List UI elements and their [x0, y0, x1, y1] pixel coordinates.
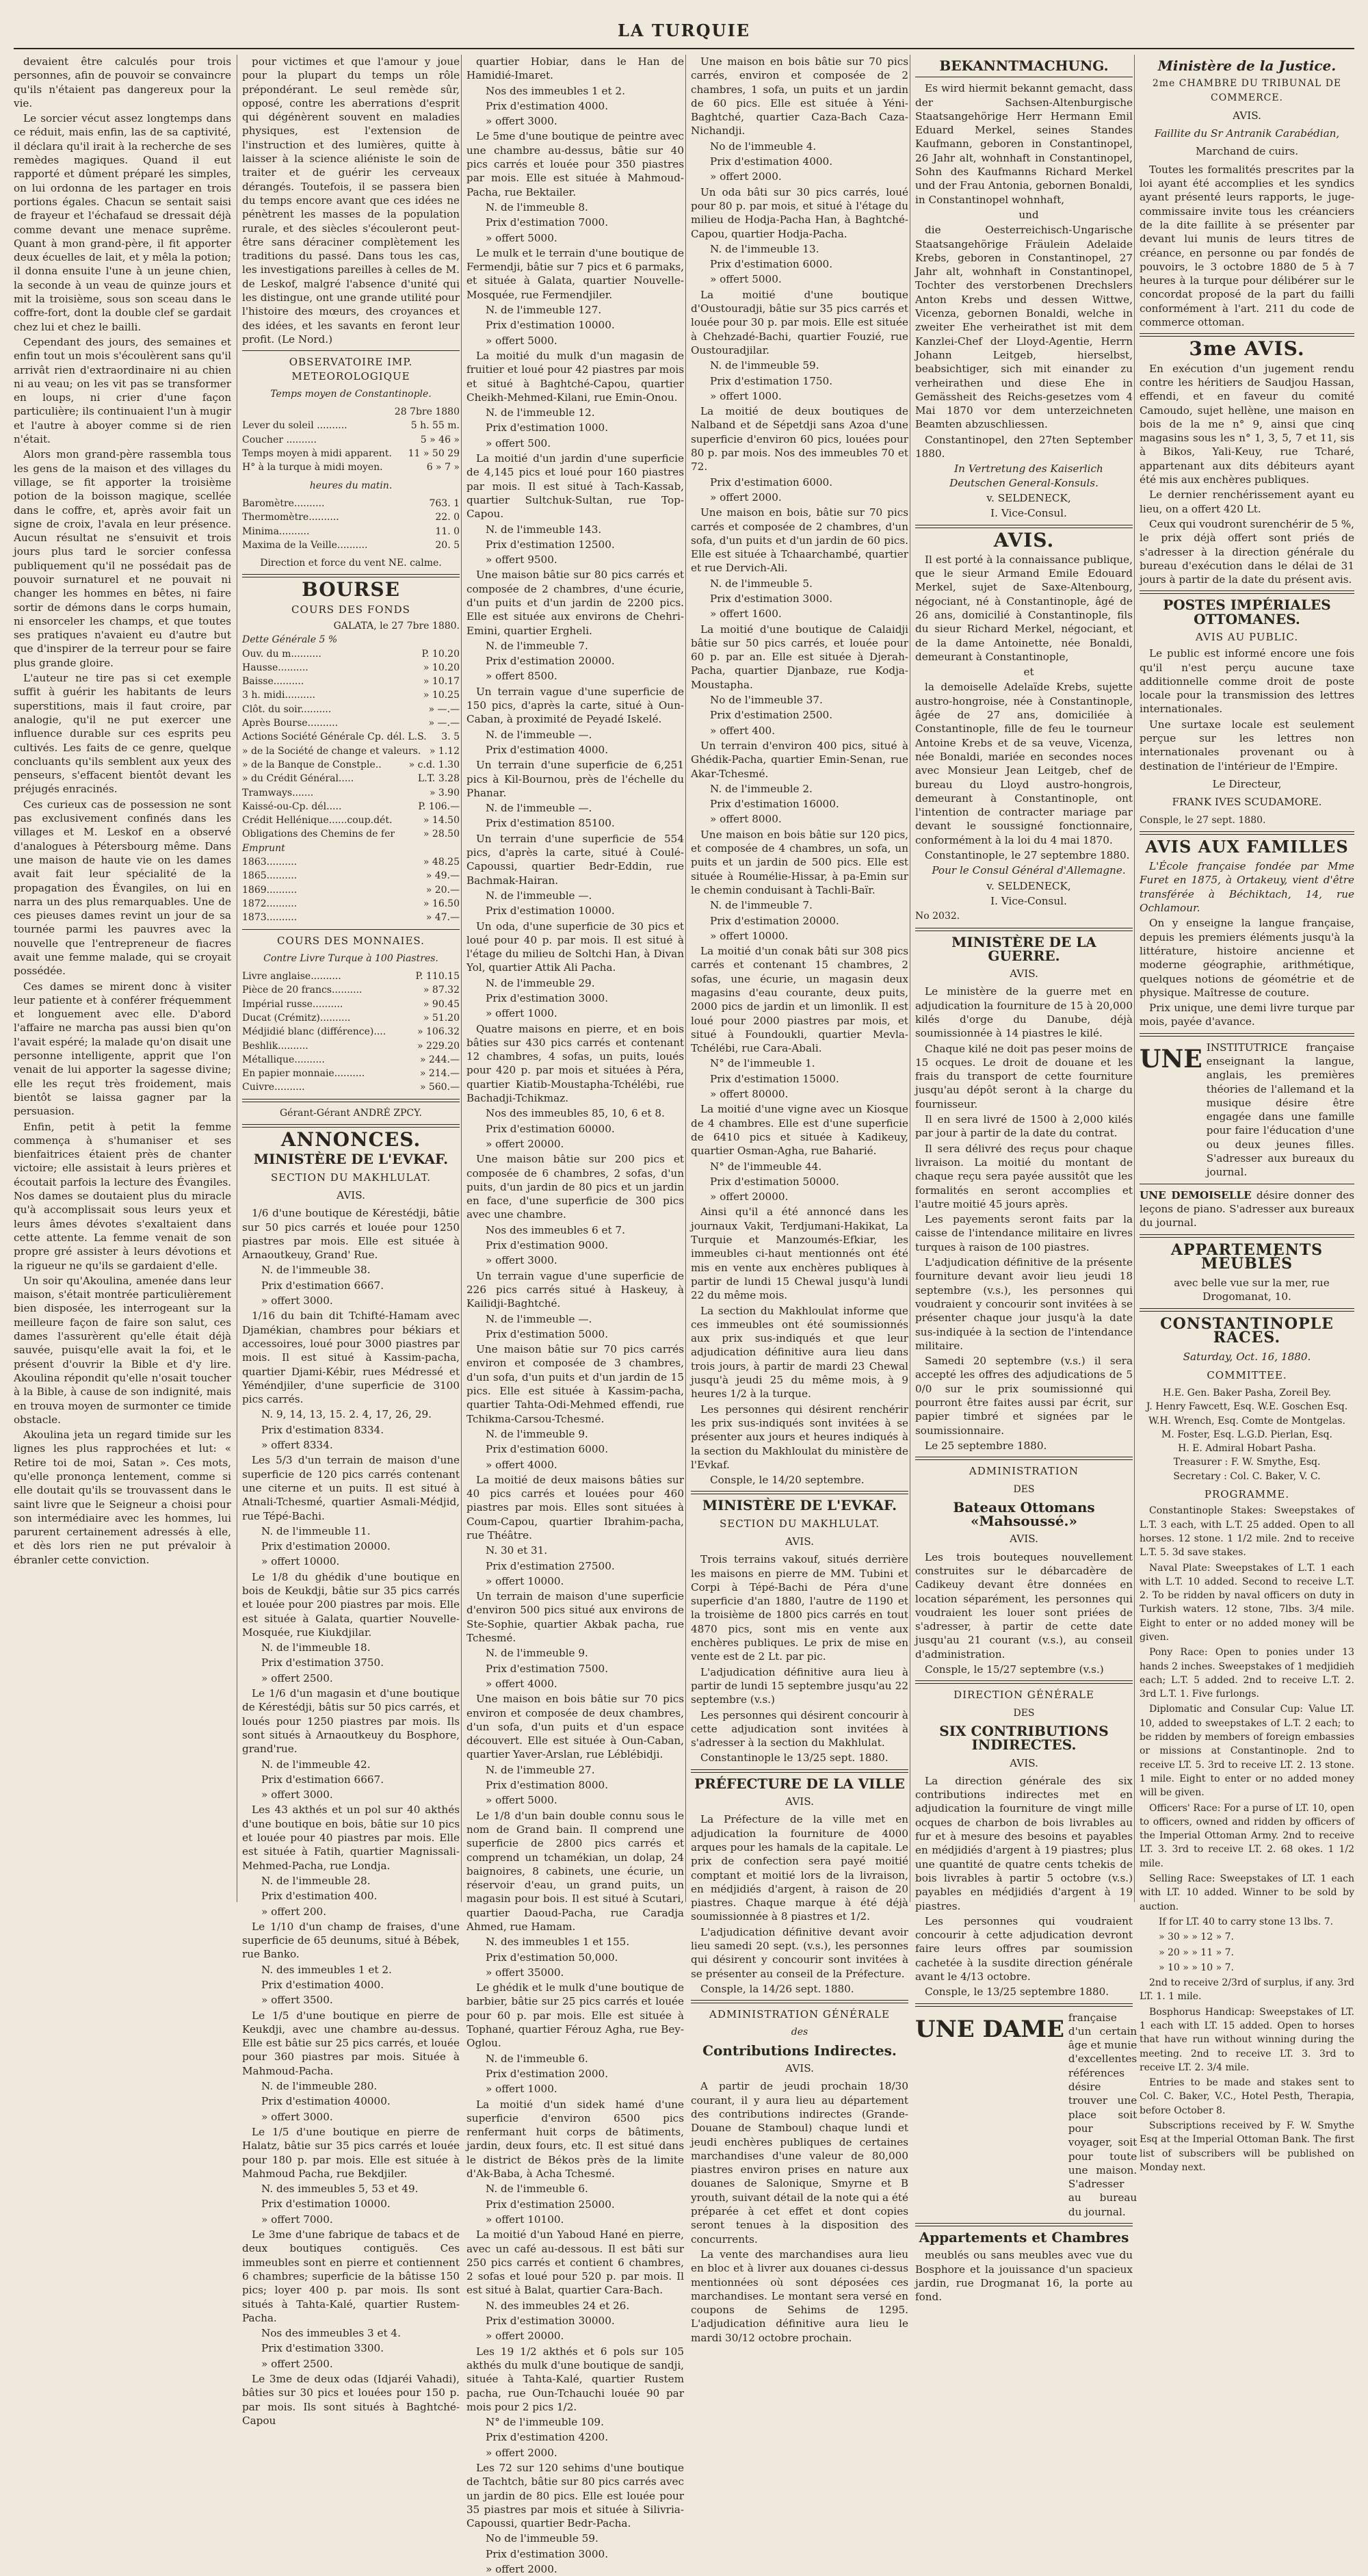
notice-line: 1/16 du bain dit Tchifté-Hamam avec Djamékian, chambres pour békiars et accessoires, loué pour 3000 piastres par mois. Il est situé à Kassim-pacha, quartier Djami-Kébir, rues Médressé et Yéméndjiler, d'une superficie de 3100 pics carrés. — [242, 1310, 460, 1406]
bourse-subtitle: COURS DES FONDS — [291, 603, 410, 616]
notice-line: Le 5me d'une boutique de peintre avec une chambre au-dessus, bâtie sur 40 pics carrés et louée pour 350 piastres par mois. Elle est située à Mahmoud-Pacha, rue Bektailer. — [466, 130, 684, 198]
notice-line: No de l'immeuble 4. — [710, 140, 817, 153]
notice-line: N. des immeubles 24 et 26. — [486, 2299, 630, 2312]
col2-items — [242, 1206, 460, 2428]
notice-line: » 20 » » 11 » 7. — [1159, 1947, 1234, 1958]
notice-line: N. de l'immeuble 143. — [486, 523, 602, 536]
notice-line: Prix d'estimation 1750. — [710, 374, 833, 387]
notice-line: N. de l'immeuble 28. — [261, 1874, 371, 1887]
notice-line: » offert 9500. — [486, 554, 557, 567]
notice-line: N. de l'immeuble 29. — [486, 976, 595, 989]
notice-line: Bosphorus Handicap: Sweepstakes of LT. 1 each with LT. 15 added. Open to horses that have run without winning during the meeting. 2nd to receive LT. 3. 3rd to receive LT. 2. 3/4 mile. — [1140, 2006, 1354, 2073]
notice-line: N. 9, 14, 13, 15. 2. 4, 17, 26, 29. — [261, 1408, 432, 1421]
notice-line: Naval Plate: Sweepstakes of L.T. 1 each with L.T. 10 added. Second to receive L.T. 2. To be ridden by naval officers on duty in Turkish waters. 12 stone, 7lbs. 3/4 mile. Eight to enter or no added money will be given. — [1140, 1562, 1354, 1643]
notice-line: La moitié d'une boutique d'Oustouradji, bâtie sur 35 pics carrés et louée pour 30 p. par mois. Elle est située à Chehzadé-Bachi, quartier Fouzié, rue Oustouradjilar. — [691, 288, 908, 356]
notice-line: » offert 5000. — [486, 334, 557, 347]
notice-line: No de l'immeuble 37. — [710, 694, 823, 707]
notice-line: N. de l'immeuble 280. — [261, 2080, 378, 2093]
notice-line: » offert 35000. — [486, 1966, 564, 1979]
notice-line: » offert 2500. — [261, 2357, 333, 2370]
notice-line: » offert 8334. — [261, 1439, 333, 1452]
notice-line: » offert 8500. — [486, 670, 557, 683]
notice-line: » offert 2000. — [710, 491, 782, 504]
notice-line: 1/6 d'une boutique de Kérestédji, bâtie sur 50 pics carrés et louée pour 1250 piastres par mois. Elle est située à Arnaoutkeuy, Grand' Rue. — [242, 1207, 460, 1262]
notice-line: La moitié du mulk d'un magasin de fruitier et loué pour 42 piastres par mois et situé à Baghtché-Capou, quartier Cheikh-Mehmed-Kilani, rue Emin-Onou. — [466, 349, 684, 404]
notice-line: Prix d'estimation 40000. — [261, 2095, 391, 2108]
notice-line: N. de l'immeuble 18. — [261, 1641, 371, 1654]
notice-line: » 10 » » 10 » 7. — [1159, 1962, 1234, 1973]
notice-line: » offert 5000. — [710, 273, 782, 286]
notice-line: Diplomatic and Consular Cup: Value LT. 10, added to sweepstakes of L.T. 2 each; to be ridden by members of foreign embassies or missions at Constantinople. 2nd to receive LT. 5. 3rd to receive LT. 2. 13 stone. 1 mile. Eight to enter or no added money will be given. — [1140, 1704, 1354, 1799]
notice-line: Prix d'estimation 20000. — [486, 655, 615, 668]
notice-line: Prix d'estimation 2500. — [710, 709, 833, 722]
notice-line: Nos des immeubles 3 et 4. — [261, 2327, 401, 2340]
obs-rows: Lever du soleil .......... 5 h. 55 m. Coucher .......... 5 » 46 » Temps moyen à midi apparent. 11 » 50 29 H° à la turque à midi moyen. 6 » 7 » heures du matin. Baromètre.......... 763. 1 Thermomètre.......... 22. 0 Minima.......... 11. 0 Maxima de la Veille.......... 20. 5 Direction et force du vent NE. calme. — [242, 420, 460, 569]
notice-line: Prix d'estimation 12500. — [486, 538, 615, 551]
notice-line: N. de l'immeuble 38. — [261, 1264, 371, 1277]
notice-line: » offert 80000. — [710, 1088, 789, 1101]
notice-line: Prix d'estimation 7500. — [486, 1662, 609, 1675]
notice-line: Prix d'estimation 2000. — [486, 2067, 609, 2080]
notice-line: » offert 3000. — [261, 1788, 333, 1801]
notice-line: » offert 8000. — [710, 813, 782, 826]
notice-line: » offert 20000. — [486, 1137, 564, 1150]
notice-line: N. des immeubles 5, 53 et 49. — [261, 2183, 419, 2196]
notice-line: Constantinople Stakes: Sweepstakes of L.T. 3 each, with L.T. 25 added. Open to all horses. 12 stone. 1 1/2 mile. 2nd to receive L.T. 5. 3d save stakes. — [1140, 1505, 1354, 1559]
notice-line: Prix d'estimation 6000. — [486, 1443, 609, 1456]
notice-line: Le ghédik et le mulk d'une boutique de barbier, bâtie sur 25 pics carrés et louée pour 60 p. par mois. Elle est située à Tophané, quartier Férouz Agha, rue Bey-Oglou. — [466, 1981, 684, 2050]
notice-line: Une maison bâtie sur 200 pics et composée de 6 chambres, 2 sofas, d'un puits, d'un jardin de 80 pics et un jardin en face, d'une superficie de 300 pics avec une chambre. — [466, 1153, 684, 1221]
observatoire-date: 28 7bre 1880 — [394, 406, 460, 418]
notice-line: Prix d'estimation 15000. — [710, 1072, 839, 1085]
notice-line: Prix d'estimation 3750. — [261, 1656, 384, 1669]
notice-line: N° de l'immeuble 44. — [710, 1160, 822, 1173]
column-6: Ministère de la Justice. 2me CHAMBRE DU TRIBUNAL DE COMMERCE. AVIS. Faillite du Sr Antranik Carabédian, Marchand de cuirs. Toutes les formalités prescrites par la loi ayant été accomplies et les syndics ayant présenté leurs rapports, le juge-commissaire invite tous les créanciers de la dite faillite à se présenter par devant lui munis de leurs titres de créance, en personne ou par fondés de pouvoirs, le 3 octobre 1880 de 5 à 7 heures à la turque pour délibérer sur le concordat proposé de la part du failli conformément à l'art. 211 du code de commerce ottoman. 3me AVIS. En exécution d'un jugement rendu contre les héritiers de Saudjou Hassan, effendi, et en faveur du comité Camoudo, sujet hellène, une maison en bois de la me n° 9, ainsi que cinq magasins sous les n° 1, 3, 5, 7 et 11, sis à Bikos, Yali-Keuy, rue Tcharé, appartenant aux dits débiteurs ayant été mis aux enchères publiques. Le dernier renchérissement ayant eu lieu, on a offert 420 Lt. Ceux qui voudront surenchérir de 5 %, le prix déjà offert sont priés de s'adresser à la direction générale du bureau d'exécution dans le délai de 31 jours à partir de la date du présent avis. POSTES IMPÉRIALES OTTOMANES. AVIS AU PUBLIC. Le public est informé encore une fois qu'il n'est perçu aucune taxe additionnelle comme droit de poste locale pour la transmission des lettres internationales. Une surtaxe locale est seulement perçue sur les lettres non internationales provenant ou à destination de l'intérieur de l'Empire. Le Directeur, FRANK IVES SCUDAMORE. Consple, le 27 sept. 1880. AVIS AUX FAMILLES L'École française fondée par Mme Furet en 1875, à Ortakeuy, vient d'être transférée à Béchiktach, 14, rue Ochlamour. On y enseigne la langue française, depuis les premiers éléments jusqu'à la littérature, histoire ancienne et moderne géographie, arithmétique, quelques notions de géométrie et de physique. Maîtresse de couture. Prix unique, une demi livre turque par mois, payée d'avance. UNE INSTITUTRICE française enseignant la langue, anglais, les premières théories de l'allemand et la musique désire être engagée dans une famille pour faire l'éducation d'une ou deux jeunes filles. S'adresser aux bureaux du journal. UNE DEMOISELLE désire donner des leçons de piano. S'adresser aux bureaux du journal. APPARTEMENTS MEUBLÉS avec belle vue sur la mer, rue Drogomanat, 10. CONSTANTINOPLE RACES. Saturday, Oct. 16, 1880. COMMITTEE. H.E. Gen. Baker Pasha, Zoreil Bey. J. Henry Fawcett, Esq. W.E. Goschen Esq. W.H. Wrench, Esq. Comte de Montgelas. M. Foster, Esq. L.G.D. Pierlan, Esq. H. E. Admiral Hobart Pasha. Treasurer : F. W. Smythe, Esq. Secretary : Col. C. Baker, V. C. PROGRAMME. Constantinople Stakes: Sweepstakes of L.T. 3 each, with L.T. 25 added. Open to all horses. 12 stone. 1 1/2 mile. 2nd to receive L.T. 5. 3d save stakes. Naval Plate: Sweepstakes of L.T. 1 each with L.T. 10 added. Second to receive L.T. 2. To be ridden by naval officers on duty in Turkish waters. 12 stone, 7lbs. 3/4 mile. Eight to enter or no added money will be given. Pony Race: Open to ponies under 13 hands 2 inches. Sweepstakes of 1 medjidieh each; L.T. 5 added. 2nd to receive L.T. 2. 3rd L.T. 1. Five furlongs. Diplomatic and Consular Cup: Value LT. 10, added to sweepstakes of L.T. 2 each; to be ridden by members of foreign embassies or missions at Constantinople. 2nd to receive LT. 5. 3rd to receive LT. 2. 13 stone. 1 mile. Eight to enter or no added money will be given. Officers' Race: For a purse of LT. 10, open to officers, owned and ridden by officers of the Imperial Ottoman Army. 2nd to receive LT. 3. 3rd to receive LT. 2. 68 okes. 1 1/2 mile. Selling Race: Sweepstakes of LT. 1 each with LT. 10 added. Winner to be sold by auction. If for LT. 40 to carry stone 13 lbs. 7. » 30 » » 12 » 7. » 20 » » 11 » 7. » 10 » » 10 » 7. 2nd to receive 2/3rd of surplus, if any. 3rd LT. 1. 1 mile. Bosphorus Handicap: Sweepstakes of LT. 1 each with LT. 15 added. Open to horses that have run without winning during the meeting. 2nd to receive LT. 3. 3rd to receive LT. 2. 3/4 mile. Entries to be made and stakes sent to Col. C. Baker, V.C., Hotel Pesth, Therapia, before October 8. Subscriptions received by F. W. Smythe Esq at the Imperial Ottoman Bank. The first list of subscribers will be published on Monday next. — [1140, 55, 1354, 1902]
notice-line: Prix d'estimation 60000. — [486, 1122, 615, 1135]
column-5: BEKANNTMACHUNG. Es wird hiermit bekannt gemacht, dass der Sachsen-Altenburgische Staatsangehörige Herr Hermann Emil Eduard Merkel, seines Standes Kaufmann, geboren in Constantinopel, 26 Jahr alt, wohnhaft in Constantinopel, Sohn des Kaufmanns Richard Merkel und der Frau Antonia, gebornen Bonaldi, in Constantinopel wohnhaft, und die Oesterreichisch-Ungarische Staatsangehörige Fräulein Adelaide Krebs, geboren in Constantinopel, 27 Jahr alt, wohnhaft in Constantinopel, Tochter des verstorbenen Drechslers Anton Krebs und dessen Wittwe, Vicenza, gebornen Bonaldi, welche in zweiter Ehe verheirathet ist mit dem Kanzlei-Chef der Lloyd-Agentie, Herrn Johann Leitgeb, hierselbst, beabsichtiger, sich mit einander zu verheirathen und diese Ehe in Gemässheit des Reichs-gesetzes vom 4 Mai 1870 vor dem unterzeichneten Beamten abzuschliessen. Constantinopel, den 27ten September 1880. In Vertretung des Kaiserlich Deutschen General-Konsuls. v. SELDENECK, I. Vice-Consul. AVIS. Il est porté à la connaissance publique, que le sieur Armand Emile Edouard Merkel, sujet de Saxe-Altenbourg, négociant, né à Constantinople, âgé de 26 ans, domicilié à Constantinople, fils du sieur Richard Merkel, négociant, et de la dame Antoinette, née Bonaldi, demeurant à Constantinople, et la demoiselle Adelaïde Krebs, sujette austro-hongroise, née à Constantinople, âgée de 27 ans, domiciliée à Constantinople, fille de feu le tourneur Antoine Krebs et de sa veuve, Vicenza, née Bonaldi, mariée en secondes noces avec Monsieur Jean Leitgeb, chef de bureau du Lloyd austro-hongrois, demeurant à Constantinople, ont l'intention de contracter mariage par devant le soussigné fonctionnaire, conformément à la loi du 4 mai 1870. Constantinople, le 27 septembre 1880. Pour le Consul Général d'Allemagne. v. SELDENECK, I. Vice-Consul. No 2032. MINISTÈRE DE LA GUERRE. AVIS. Le ministère de la guerre met en adjudication la fourniture de 15 à 20,000 kilés d'orge du Danube, déjà soumissionnée à 14 piastres le kilé. Chaque kilé ne doit pas peser moins de 15 ocques. Le droit de douane et les frais du transport de cette fourniture jusqu'au dépôt seront à la charge du fournisseur. Il en sera livré de 1500 à 2,000 kilés par jour à partir de la date du contrat. Il sera délivré des reçus pour chaque livraison. La moitié du montant de chaque reçu sera payée aussitôt que les formalités en seront accomplies et l'autre moitié 45 jours après. Les payements seront faits par la caisse de l'intendance militaire en livres turques à raison de 100 piastres. L'adjudication définitive de la présente fourniture devant avoir lieu jeudi 18 septembre (v.s.), les personnes qui voudraient y concourir sont invitées à se présenter chaque jour jusqu'à la date sus-indiquée à la section de l'intendance militaire. Samedi 20 septembre (v.s.) il sera accepté les offres des adjudications de 5 0/0 sur le prix soumissionné qui pourront être faites aussi par écrit, sur papier timbré et signées par le soumissionnaire. Le 25 septembre 1880. ADMINISTRATION DES Bateaux Ottomans «Mahsoussé.» AVIS. Les trois bouteques nouvellement construites sur le débarcadère de Cadikeuy devant être données en location séparément, les personnes qui voudraient les louer sont priées de s'adresser, à partir de cette date jusqu'au 21 courant (v.s.), au conseil d'administration. Consple, le 15/27 septembre (v.s.) DIRECTION GÉNÉRALE DES SIX CONTRIBUTIONS INDIRECTES. AVIS. La direction générale des six contributions indirectes met en adjudication la fourniture de vingt mille ocques de charbon de bois livrables au fur et à mesure des besoins et payables en médjidiés d'argent à 19 piastres; plus une quantité de quatre cents tchekis de bois livrables à partir 5 octobre (v.s.) payables en médjidiés d'argent à 19 piastres. Les personnes qui voudraient concourir à cette adjudication devront faire leurs offres par soumission cachetée à la susdite direction générale avant le 4/13 octobre. Consple, le 13/25 septembre 1880. UNE DAME française d'un certain âge et munie d'excellentes références désire trouver une place soit pour voyager, soit pour toute une maison. S'adresser au bureau du journal. Appartements et Chambres meublés ou sans meubles avec vue du Bosphore et la jouissance d'un spacieux jardin, rue Drogmanat 16, la porte au fond. — [915, 57, 1137, 2304]
notice-line: N. de l'immeuble 13. — [710, 242, 819, 255]
institutrice-ad: UNE INSTITUTRICE française enseignant la langue, anglais, les premières théories de l'allemand et la musique désire être engagée dans une famille pour faire l'éducation d'une ou deux jeunes filles. S'adresser aux bureaux du journal. — [1140, 1041, 1354, 1179]
notice-line: Un terrain vague d'une superficie de 226 pics carrés situé à Haskeuy, à Kailidji-Baghtché. — [466, 1269, 684, 1310]
article-paragraph: pour victimes et que l'amour y joue pour la plupart du temps un rôle prépondérant. Le seul remède sûr, opposé, contre les aberrations d'esprit qui dégénèrent souvent en maladies physiques, est l'extension de l'instruction et des lumières, quitte à laisser à la science aliéniste le soin de traiter et de guérir les cerveaux dérangés. Toutefois, il se passera bien du temps encore avant que ces idées ne pénètrent les masses de la population rurale, et des siècles s'écouleront peut-être sans déraciner complètement les traditions du passé. Dans tous les cas, les investigations pareilles à celles de M. de Leskof, malgré l'absence d'unité qui les distingue, ont une grande utilité pour l'histoire des mœurs, des croyances et des idées, et les savants en feront leur profit. (Le Nord.) — [242, 55, 460, 346]
notice-line: » offert 2000. — [486, 2563, 557, 2576]
notice-line: Pony Race: Open to ponies under 13 hands 2 inches. Sweepstakes of 1 medjidieh each; L.T. 5 added. 2nd to receive L.T. 2. 3rd L.T. 1. Five furlongs. — [1140, 1647, 1354, 1700]
notice-line: » offert 10000. — [486, 1574, 564, 1587]
notice-line: Un terrain d'une superficie de 6,251 pics à Kil-Bournou, près de l'échelle du Phanar. — [466, 759, 684, 799]
notice-line: La moitié d'un sidek hamé d'une superficie d'environ 6500 pics renfermant huit corps de bâtiments, jardin, deux fours, etc. Il est situé dans le district de Békos près de la limite d'Ak-Baba, à Acha Tchesmé. — [466, 2098, 684, 2181]
columns — [14, 55, 1354, 2576]
notice-line: Prix d'estimation 10000. — [486, 905, 615, 918]
notice-line: Prix d'estimation 85100. — [486, 817, 615, 830]
notice-line: N. de l'immeuble —. — [486, 1312, 592, 1325]
column-1 — [14, 55, 231, 1902]
notice-line: » 30 » » 12 » 7. — [1159, 1931, 1234, 1943]
notice-line: » offert 20000. — [486, 2330, 564, 2343]
notice-line: Selling Race: Sweepstakes of LT. 1 each with LT. 10 added. Winner to be sold by auction. — [1140, 1873, 1354, 1912]
article-paragraph: Cependant des jours, des semaines et enfin tout un mois s'écoulèrent sans qu'il arrivât rien d'extraordinaire ni au chien ni au veau; on les vit pas se transformer en loups, ni crier d'une façon particulière; ils continuaient l'un à mugir et l'autre à aboyer comme si de rien n'était. — [14, 335, 231, 446]
notice-line: N. de l'immeuble 42. — [261, 1758, 371, 1771]
notice-line: Prix d'estimation 3300. — [261, 2342, 384, 2355]
notice-line: Prix d'estimation 5000. — [486, 1327, 609, 1340]
notice-line: Prix d'estimation 10000. — [261, 2198, 391, 2211]
notice-line: Prix d'estimation 25000. — [486, 2198, 615, 2211]
notice-line: La section du Makhloulat informe que ces immeubles ont été soumissionnés aux prix sus-indiqués et que leur adjudication définitive aura lieu dans trois jours, à partir de mardi 23 Chewal jusqu'à jeudi 25 du même mois, à 9 heures 1/2 à la turque. — [691, 1304, 908, 1401]
col1-paras — [14, 55, 231, 1567]
notice-line: Les 5/3 d'un terrain de maison d'une superficie de 120 pics carrés contenant une citerne et un puits. Il est situé à Atnali-Tchesmé, quartier Asmali-Médjid, rue Tépé-Bachi. — [242, 1454, 460, 1522]
notice-line: » offert 2000. — [486, 2446, 557, 2459]
notice-line: La moitié d'une boutique de Calaidji bâtie sur 50 pics carrés, et louée pour 60 p. par an. Elle est située à Djerah-Pacha, quartier Djanbaze, rue Kodja-Moustapha. — [691, 623, 908, 691]
notice-line: Prix d'estimation 400. — [261, 1890, 378, 1903]
notice-line: Consple, le 14/20 septembre. — [710, 1474, 865, 1487]
notice-line: La moitié de deux boutiques de Nalband et de Sépetdji sans Azoa d'une superficie d'environ 60 pics, louées pour 80 p. par mois. Nos des immeubles 70 et 72. — [691, 405, 908, 473]
article-paragraph: Ces curieux cas de possession ne sont pas exclusivement confinés dans les villages et M. Leskof en a observé d'analogues à Pétersbourg même. Dans une maison de haute vie on les dames avait fait leur spécialité de la propagation des Évangiles, on lui en narra un des plus remarquables. Une de ces pieuses dames revint un jour de sa tournée parmi les pauvres avec la nouvelle que l'entrepreneur de fiacres avait une femme malade, qui se croyait possédée. — [14, 798, 231, 978]
notice-line: Les 72 sur 120 sehims d'une boutique de Tachtch, bâtie sur 80 pics carrés avec un jardin de 80 pics. Elle est louée pour 35 piastres par mois et située à Silivria-Capoussi, quartier Bedr-Pacha. — [466, 2461, 684, 2530]
notice-line: N. de l'immeuble —. — [486, 802, 592, 815]
notice-line: N. de l'immeuble 127. — [486, 304, 602, 317]
notice-line: La moitié d'un conak bâti sur 308 pics carrés et contenant 15 chambres, 2 sofas, une écurie, un magasin deux magasins d'eau courante, deux puits, 2000 pics de jardin et un limonlik. Il est loué pour 2000 piastres par mois, et situé à Foundoukli, quartier Mevla-Tchélébi, rue Cara-Abali. — [691, 945, 908, 1055]
notice-line: N. de l'immeuble 7. — [486, 639, 588, 652]
notice-line: Le mulk et le terrain d'une boutique de Fermendji, bâtie sur 7 pics et 6 parmaks, et située à Galata, quartier Nouvelle-Mosquée, rue Fermendjiler. — [466, 246, 684, 301]
notice-line: » offert 1000. — [486, 2083, 557, 2096]
masthead — [14, 0, 1354, 49]
notice-line: Prix d'estimation 20000. — [710, 914, 839, 927]
notice-line: Le 1/8 du ghédik d'une boutique en bois de Keukdji, bâtie sur 35 pics carrés et louée pour 200 piastres par mois. Elle est située à Galata, quartier Nouvelle-Mosquée, rue Kiukdjilar. — [242, 1570, 460, 1639]
notice-line: Prix d'estimation 7000. — [486, 216, 609, 229]
masthead-title: LA TURQUIE — [618, 21, 750, 40]
notice-line: » offert 200. — [261, 1905, 327, 1918]
notice-line: quartier Hobiar, dans le Han de Hamidié-Imaret. — [466, 55, 684, 82]
notice-line: Un terrain de maison d'une superficie d'environ 500 pics situé aux environs de Ste-Sophie, quartier Akbak pacha, rue Tchesmé. — [466, 1590, 684, 1645]
notice-line: Un terrain d'environ 400 pics, situé à Ghédik-Pacha, quartier Emin-Senan, rue Akar-Tchesmé. — [691, 739, 908, 780]
notice-line: Une maison en bois bâtie sur 70 pics carrés, environ et composée de 2 chambres, 1 sofa, un puits et un jardin de 60 pics. Elle est située à Yéni-Baghtché, quartier Caza-Bach Caza-Nichandji. — [691, 55, 908, 138]
notice-line: N. de l'immeuble 6. — [486, 2183, 588, 2196]
notice-line: Prix d'estimation 3000. — [486, 992, 609, 1004]
observatoire-subtitle: Temps moyen de Constantinople. — [270, 388, 432, 400]
notice-line: N. de l'immeuble 6. — [486, 2052, 588, 2065]
notice-line: Prix d'estimation 8334. — [261, 1423, 384, 1436]
notice-line: Les 19 1/2 akthés et 6 pols sur 105 akthés du mulk d'une boutique de sandji, située à Tahta-Kalé, quartier Rustem pacha, rue Oun-Tchauchi louée 90 par mois pour 2 pics 1/2. — [466, 2345, 684, 2413]
notice-line: » offert 4000. — [486, 1677, 557, 1690]
notice-line: N. de l'immeuble 27. — [486, 1763, 595, 1776]
notice-line: Un oda bâti sur 30 pics carrés, loué pour 80 p. par mois, et situé à l'étage du milieu de Hodja-Pacha Han, à Baghtché-Capou, quartier Hodja-Pacha. — [691, 185, 908, 240]
notice-line: Prix d'estimation 16000. — [710, 798, 839, 811]
notice-line: La moitié d'un jardin d'une superficie de 4,145 pics et loué pour 160 piastres par mois. Il est situé à Tach-Kassab, quartier Sultchuk-Sultan, rue Top-Capou. — [466, 452, 684, 521]
notice-line: Prix d'estimation 8000. — [486, 1779, 609, 1792]
notice-line: N. de l'immeuble 8. — [486, 200, 588, 213]
notice-line: » offert 20000. — [710, 1191, 789, 1204]
notice-line: N. de l'immeuble 12. — [486, 406, 595, 419]
notice-line: Le 1/10 d'un champ de fraises, d'une superficie de 65 deunums, situé à Bébek, rue Banko. — [242, 1920, 460, 1961]
notice-line: 2nd to receive 2/3rd of surplus, if any. 3rd LT. 1. 1 mile. — [1140, 1977, 1354, 2003]
notice-line: Nos des immeubles 85, 10, 6 et 8. — [486, 1107, 665, 1120]
notice-line: N. de l'immeuble —. — [486, 728, 592, 741]
notice-line: » offert 3000. — [486, 1254, 557, 1267]
notice-line: Ainsi qu'il a été annoncé dans les journaux Vakit, Terdjumani-Hakikat, La Turquie et Manzoumés-Efkiar, les immeubles ci-haut mentionnés ont été mis en vente aux enchères publiques à partir de lundi 15 Chewal jusqu'à lundi 22 du même mois. — [691, 1206, 908, 1302]
notice-line: » offert 1000. — [710, 389, 782, 402]
notice-line: » offert 3000. — [261, 2110, 333, 2123]
observatoire-title: OBSERVATOIRE IMP. METEOROLOGIQUE — [289, 356, 413, 382]
une-dame-ad: UNE DAME française d'un certain âge et munie d'excellentes références désire trouver une place soit pour voyager, soit pour toute une maison. S'adresser au bureau du journal. — [915, 2011, 1137, 2218]
col3-items — [466, 55, 684, 2576]
notice-line: Le 1/6 d'un magasin et d'une boutique de Kérestédji, bâtis sur 50 pics carrés, et loués pour 1250 piastres par mois. Ils sont situés à Arnaoutkeuy du Bosphore, grand'rue. — [242, 1687, 460, 1756]
notice-line: Le 1/8 d'un bain double connu sous le nom de Grand bain. Il comprend une superficie de 2800 pics carrés et comprend un tchamékian, un dolap, 24 baignoires, 8 cabinets, une écurie, un réservoir d'eau, un grand puits, un magasin pour bois. Il est situé à Scutari, quartier Daoud-Pacha, rue Caradja Ahmed, rue Hamam. — [466, 1809, 684, 1933]
notice-line: Subscriptions received by F. W. Smythe Esq at the Imperial Ottoman Bank. The first list of subscribers will be published on Monday next. — [1140, 2120, 1354, 2173]
notice-line: Le 1/5 d'une boutique en pierre de Halatz, bâtie sur 35 pics carrés et louée pour 180 p. par mois. Elle est située à Mahmoud Pacha, rue Bekdjiler. — [242, 2125, 460, 2180]
notice-line: Prix d'estimation 6000. — [710, 258, 833, 271]
notice-line: » offert 7000. — [261, 2213, 333, 2226]
notice-line: N. de l'immeuble 7. — [710, 899, 813, 912]
article-paragraph: Akoulina jeta un regard timide sur les lignes les plus rapprochées et lut: « Retire toi de moi, Satan ». Ces mots, qu'elle prononça lentement, comme si elle doutait qu'ils se trouvassent dans le saint livre que le Seigneur a choisi pour son intermédiaire avec les hommes, lui parurent certainement adressés à elle, et dès lors rien ne put prévaloir à ébranler cette conviction. — [14, 1429, 231, 1566]
notice-line: Prix d'estimation 4000. — [710, 155, 833, 168]
notice-line: Une maison bâtie sur 70 pics carrés environ et composée de 3 chambres, d'un sofa, d'un puits et d'un jardin de 15 pics. Elle est située à Kassim-pacha, quartier Tahta-Odi-Mehmed effendi, rue Tchikma-Carsou-Tchesmé. — [466, 1343, 684, 1425]
notice-line: Prix d'estimation 50,000. — [486, 1951, 618, 1964]
notice-line: » offert 1000. — [486, 1007, 557, 1020]
notice-line: N° de l'immeuble 1. — [710, 1057, 815, 1070]
notice-line: N. de l'immeuble 5. — [710, 577, 813, 590]
notice-line: Prix d'estimation 6667. — [261, 1773, 384, 1786]
races-list — [1140, 1504, 1354, 2174]
notice-line: Prix d'estimation 6000. — [710, 476, 833, 489]
notice-line: Un terrain d'une superficie de 554 pics, d'après la carte, situé à Coulé-Capoussi, quartier Bedr-Eddin, rue Bachmak-Hairan. — [466, 832, 684, 887]
notice-line: Prix d'estimation 4000. — [486, 743, 609, 756]
notice-line: Nos des immeubles 6 et 7. — [486, 1223, 625, 1236]
notice-line: Un terrain vague d'une superficie de 150 pics, d'après la carte, situé à Oun-Caban, à proximité de Peyadé Iskelé. — [466, 685, 684, 726]
notice-line: Le 3me de deux odas (Idjaréi Vahadi), bâties sur 30 pics et louées pour 150 p. par mois. Ils sont situés à Baghtché-Capou — [242, 2373, 460, 2427]
notice-line: N. des immeubles 1 et 2. — [261, 1963, 392, 1976]
notice-line: » offert 5000. — [486, 231, 557, 244]
notice-line: Un oda, d'une superficie de 30 pics et loué pour 40 p. par mois. Il est situé à l'étage du milieu de Soltchi Han, à Divan Yol, quartier Attik Ali Pacha. — [466, 920, 684, 974]
notice-line: N. de l'immeuble —. — [486, 889, 592, 902]
notice-line: N. 30 et 31. — [486, 1544, 548, 1557]
notice-line: Prix d'estimation 27500. — [486, 1559, 615, 1572]
notice-line: » offert 2500. — [261, 1671, 333, 1684]
notice-line: Le 3me d'une fabrique de tabacs et de deux boutiques contiguës. Ces immeubles sont en pierre et contiennent 6 chambres; superficie de la bâtisse 150 pics; loyer 400 p. par mois. Ils sont situés à Tahta-Kalé, quartier Rustem-Pacha. — [242, 2228, 460, 2324]
notice-line: Prix d'estimation 4000. — [261, 1979, 384, 1991]
notice-line: Officers' Race: For a purse of LT. 10, open to officers, owned and ridden by officers of the Imperial Ottoman Army. 2nd to receive LT. 3. 3rd to receive LT. 2. 68 okes. 1 1/2 mile. — [1140, 1802, 1354, 1869]
column-4: Une maison en bois bâtie sur 70 pics carrés, environ et composée de 2 chambres, 1 sofa, un puits et un jardin de 60 pics. Elle est située à Yéni-Baghtché, quartier Caza-Bach Caza-Nichandji. No de l'immeuble 4. Prix d'estimation 4000. » offert 2000. Un oda bâti sur 30 pics carrés, loué pour 80 p. par mois, et situé à l'étage du milieu de Hodja-Pacha Han, à Baghtché-Capou, quartier Hodja-Pacha. N. de l'immeuble 13. Prix d'estimation 6000. » offert 5000. La moitié d'une boutique d'Oustouradji, bâtie sur 35 pics carrés et louée pour 30 p. par mois. Elle est située à Chehzadé-Bachi, quartier Fouzié, rue Oustouradjilar. N. de l'immeuble 59. Prix d'estimation 1750. » offert 1000. La moitié de deux boutiques de Nalband et de Sépetdji sans Azoa d'une superficie d'environ 60 pics, louées pour 80 p. par mois. Nos des immeubles 70 et 72. Prix d'estimation 6000. » offert 2000. Une maison en bois, bâtie sur 70 pics carrés et composée de 2 chambres, d'un sofa, d'un puits et d'un jardin de 60 pics. Elle est située à Tchaarchambé, quartier et rue Dervich-Ali. N. de l'immeuble 5. Prix d'estimation 3000. » offert 1600. La moitié d'une boutique de Calaidji bâtie sur 50 pics carrés, et louée pour 60 p. par an. Elle est située à Djerah-Pacha, quartier Djanbaze, rue Kodja-Moustapha. No de l'immeuble 37. Prix d'estimation 2500. » offert 400. Un terrain d'environ 400 pics, situé à Ghédik-Pacha, quartier Emin-Senan, rue Akar-Tchesmé. N. de l'immeuble 2. Prix d'estimation 16000. » offert 8000. Une maison en bois bâtie sur 120 pics, et composée de 4 chambres, un sofa, un puits et un jardin de 500 pics. Elle est située à Roumélie-Hissar, à pa-Emin sur le chemin conduisant à Tachli-Baïr. N. de l'immeuble 7. Prix d'estimation 20000. » offert 10000. La moitié d'un conak bâti sur 308 pics carrés et contenant 15 chambres, 2 sofas, une écurie, un magasin deux magasins d'eau courante, deux puits, 2000 pics de jardin et un limonlik. Il est loué pour 2000 piastres par mois, et situé à Foundoukli, quartier Mevla-Tchélébi, rue Cara-Abali. N° de l'immeuble 1. Prix d'estimation 15000. » offert 80000. La moitié d'une vigne avec un Kiosque de 4 chambres. Elle est d'une superficie de 6410 pics et située à Kadikeuy, quartier Osman-Agha, rue Baharié. N° de l'immeuble 44. Prix d'estimation 50000. » offert 20000. Ainsi qu'il a été annoncé dans les journaux Vakit, Terdjumani-Hakikat, La Turquie et Manzoumés-Efkiar, les immeubles ci-haut mentionnés ont été mis en vente aux enchères publiques à partir de lundi 15 Chewal jusqu'à lundi 22 du même mois. La section du Makhloulat informe que ces immeubles ont été soumissionnés aux prix sus-indiqués et que leur adjudication définitive aura lieu dans trois jours, à partir de mardi 23 Chewal jusqu'à jeudi 25 du même mois, à 9 heures 1/2 à la turque. Les personnes qui désirent renchérir les prix sus-indiqués sont invitées à se présenter aux jours et heures indiqués à la section du Makhloulat du ministère de l'Evkaf. Consple, le 14/20 septembre. MINISTÈRE DE L'EVKAF. SECTION DU MAKHLULAT. AVIS. Trois terrains vakouf, situés derrière les maisons en pierre de MM. Tubini et Corpi à Tépé-Bachi de Péra d'une superficie d'an 1880, l'autre de 1190 et la troisième de 1800 pics carrés en tout 4870 pics, sont mis en vente aux enchères publiques. Le prix de mise en vente est de 2 Lt. par pic. L'adjudication définitive aura lieu à partir de lundi 15 septembre jusqu'au 22 septembre (v.s.) Les personnes qui désirent concourir à cette adjudication sont invitées à s'adresser à la section du Makhlulat. Constantinople le 13/25 sept. 1880. PRÉFECTURE DE LA VILLE AVIS. La Préfecture de la ville met en adjudication la fourniture de 4000 arques pour les hamals de la capitale. Le prix de confection sera payé moitié comptant et moitié lors de la livraison, en médjidiés d'argent, à raison de 20 piastres. Chaque marque à été déjà soumissionnée à 8 piastres et 1/2. L'adjudication définitive devant avoir lieu samedi 20 sept. (v.s.), les personnes qui désirent y concourir sont invitées à se présenter au conseil de la Préfecture. Consple, la 14/26 sept. 1880. ADMINISTRATION GÉNÉRALE des Contributions Indirectes. AVIS. A partir de jeudi prochain 18/30 courant, il y aura lieu au département des contributions indirectes (Grande-Douane de Stamboul) chaque lundi et jeudi enchères publiques de certaines marchandises d'une valeur de 80,000 piastres environ prises en nature aux douanes de Salonique, Smyrne et B yrouth, suivant détail de la note qui a été préparée à cet effet et dont copies seront tenues à la disposition des concurrents. La vente des marchandises aura lieu en bloc et à livrer aux douanes ci-dessus mentionnées où sont déposées ces marchandises. Le montant sera versé en coupons de Sehims de 1295. L'adjudication définitive aura lieu le mardi 30/12 octobre prochain. — [691, 55, 908, 2344]
notice-line: Entries to be made and stakes sent to Col. C. Baker, V.C., Hotel Pesth, Therapia, before October 8. — [1140, 2077, 1354, 2116]
article-paragraph: Le sorcier vécut assez longtemps dans ce réduit, mais enfin, las de sa captivité, il déclara qu'il irait à la recherche de ses remèdes magiques. Quand il eut rapporté et dûment préparé les simples, on lui ordonna de les partager en trois portions égales. Chacun se sentait saisi de frayeur et l'échafaud se dressait déjà comme devant une menace suprême. Quant à mon grand-père, il fit apporter deux écuelles de lait, et y mêla la potion; il donna ensuite l'une à un jeune chien, la seconde à un veau de quinze jours et mit la troisième, sous son sceau dans le coffre-fort, dont la double clef se gardait chez lui et chez le bailli. — [14, 112, 231, 333]
notice-line: Une maison en bois bâtie sur 70 pics environ et composée de deux chambres, d'un sofa, d'un puits et d'un espace découvert. Elle est située à Oun-Caban, quartier Yaver-Arslan, rue Léblébidji. — [466, 1693, 684, 1761]
notice-line: Prix d'estimation 10000. — [486, 319, 615, 332]
notice-line: N. de l'immeuble 2. — [710, 782, 813, 795]
column-3 — [466, 55, 684, 2576]
notice-line: » offert 3000. — [486, 115, 557, 128]
notice-line: » offert 5000. — [486, 1794, 557, 1807]
notice-line: Nos des immeubles 1 et 2. — [486, 84, 625, 97]
notice-line: La moitié d'une vigne avec un Kiosque de 4 chambres. Elle est d'une superficie de 6410 pics et située à Kadikeuy, quartier Osman-Agha, rue Baharié. — [691, 1103, 908, 1158]
col4-items — [691, 55, 908, 1487]
bourse-title: BOURSE — [302, 578, 400, 601]
notice-line: Les personnes qui désirent renchérir les prix sus-indiqués sont invitées à se présenter aux jours et heures indiqués à la section du Makhloulat du ministère de l'Evkaf. — [691, 1403, 908, 1471]
committee-list: H.E. Gen. Baker Pasha, Zoreil Bey. J. Henry Fawcett, Esq. W.E. Goschen Esq. W.H. Wrench, Esq. Comte de Montgelas. M. Foster, Esq. L.G.D. Pierlan, Esq. H. E. Admiral Hobart Pasha. Treasurer : F. W. Smythe, Esq. Secretary : Col. C. Baker, V. C. — [1146, 1387, 1348, 1482]
notice-line: » offert 10000. — [261, 1555, 340, 1568]
column-2: pour victimes et que l'amour y joue pour la plupart du temps un rôle prépondérant. Le seul remède sûr, opposé, contre les aberrations d'esprit qui dégénèrent souvent en maladies physiques, est l'extension de l'instruction et des lumières, quitte à laisser à la science aliéniste le soin de traiter et de guérir les cerveaux dérangés. Toutefois, il se passera bien du temps encore avant que ces idées ne pénètrent les masses de la population rurale, et des siècles s'écouleront peut-être sans déraciner complètement les traditions du passé. Dans tous les cas, les investigations pareilles à celles de M. de Leskof, malgré l'absence d'unité qui les distingue, ont une grande utilité pour l'histoire des mœurs, des croyances et des idées, et les savants en feront leur profit. (Le Nord.) OBSERVATOIRE IMP. METEOROLOGIQUE Temps moyen de Constantinople. 28 7bre 1880 Lever du soleil .......... 5 h. 55 m. Coucher .......... 5 » 46 » Temps moyen à midi apparent. 11 » 50 29 H° à la turque à midi moyen. 6 » 7 » heures du matin. Baromètre.......... 763. 1 Thermomètre.......... 22. 0 Minima.......... 11. 0 Maxima de la Veille.......... 20. 5 Direction et force du vent NE. calme. BOURSE COURS DES FONDS GALATA, le 27 7bre 1880. Dette Générale 5 % Ouv. du m.......... P. 10.20 Hausse.......... » 10.20 Baisse.......... » 10.17 3 h. midi.......... » 10.25 Clôt. du soir.......... » —.— Après Bourse.......... » —.— Actions Société Générale Cp. dél. L.S. 3. 5 » de la Société de change et valeurs. » 1.12 » de la Banque de Constple.. » c.d. 1.30 » du Crédit Général..... L.T. 3.28 Tramways....... » 3.90 Kaissé-ou-Cp. dél..... P. 106.— Crédit Hellénique......coup.dét. » 14.50 Obligations des Chemins de fer » 28.50 Emprunt 1863.......... » 48.25 1865.......... » 49.— 1869.......... » 20.— 1872.......... » 16.50 1873.......... » 47.— COURS DES MONNAIES. Contre Livre Turque à 100 Piastres. Livre anglaise.......... P. 110.15 Pièce de 20 francs.......... » 87.32 Impérial russe.......... » 90.45 Ducat (Crémitz).......... » 51.20 Médjidié blanc (différence).... » 106.32 Beshlik.......... » 229.20 Métallique.......... » 244.— En papier monnaie.......... » 214.— Cuivre.......... » 560.— Gérant-Gérant ANDRÉ ZPCY. ANNONCES. MINISTÈRE DE L'EVKAF. SECTION DU MAKHLULAT. AVIS. 1/6 d'une boutique de Kérestédji, bâtie sur 50 pics carrés et louée pour 1250 piastres par mois. Elle est située à Arnaoutkeuy, Grand' Rue. N. de l'immeuble 38. Prix d'estimation 6667. » offert 3000. 1/16 du bain dit Tchifté-Hamam avec Djamékian, chambres pour békiars et accessoires, loué pour 3000 piastres par mois. Il est situé à Kassim-pacha, quartier Djami-Kébir, rues Médressé et Yéméndjiler, d'une superficie de 3100 pics carrés. N. 9, 14, 13, 15. 2. 4, 17, 26, 29. Prix d'estimation 8334. » offert 8334. Les 5/3 d'un terrain de maison d'une superficie de 120 pics carrés contenant une citerne et un puits. Il est situé à Atnali-Tchesmé, quartier Asmali-Médjid, rue Tépé-Bachi. N. de l'immeuble 11. Prix d'estimation 20000. » offert 10000. Le 1/8 du ghédik d'une boutique en bois de Keukdji, bâtie sur 35 pics carrés et louée pour 200 piastres par mois. Elle est située à Galata, quartier Nouvelle-Mosquée, rue Kiukdjilar. N. de l'immeuble 18. Prix d'estimation 3750. » offert 2500. Le 1/6 d'un magasin et d'une boutique de Kérestédji, bâtis sur 50 pics carrés, et loués pour 1250 piastres par mois. Ils sont situés à Arnaoutkeuy du Bosphore, grand'rue. N. de l'immeuble 42. Prix d'estimation 6667. » offert 3000. Les 43 akthés et un pol sur 40 akthés d'une boutique en bois, bâtie sur 10 pics et louée pour 40 piastres par mois. Elle est située à Fatih, quartier Magnissali-Mehmed-Pacha, rue Londja. N. de l'immeuble 28. Prix d'estimation 400. » offert 200. Le 1/10 d'un champ de fraises, d'une superficie de 65 deunums, situé à Bébek, rue Banko. N. des immeubles 1 et 2. Prix d'estimation 4000. » offert 3500. Le 1/5 d'une boutique en pierre de Keukdji, avec une chambre au-dessus. Elle est bâtie sur 25 pics carrés, et louée pour 360 piastres par mois. Située à Mahmoud-Pacha. N. de l'immeuble 280. Prix d'estimation 40000. » offert 3000. Le 1/5 d'une boutique en pierre de Halatz, bâtie sur 35 pics carrés et louée pour 180 p. par mois. Elle est située à Mahmoud Pacha, rue Bekdjiler. N. des immeubles 5, 53 et 49. Prix d'estimation 10000. » offert 7000. Le 3me d'une fabrique de tabacs et de deux boutiques contiguës. Ces immeubles sont en pierre et contiennent 6 chambres; superficie de la bâtisse 150 pics; loyer 400 p. par mois. Ils sont situés à Tahta-Kalé, quartier Rustem-Pacha. Nos des immeubles 3 et 4. Prix d'estimation 3300. » offert 2500. Le 3me de deux odas (Idjaréi Vahadi), bâties sur 30 pics et louées pour 150 p. par mois. Ils sont situés à Baghtché-Capou — [242, 55, 460, 2427]
bourse-table: Dette Générale 5 % Ouv. du m.......... P. 10.20 Hausse.......... » 10.20 Baisse.......... » 10.17 3 h. midi.......... » 10.25 Clôt. du soir.......... » —.— Après Bourse.......... » —.— Actions Société Générale Cp. dél. L.S. 3. 5 » de la Société de change et valeurs. » 1.12 » de la Banque de Constple.. » c.d. 1.30 » du Crédit Général..... L.T. 3.28 Tramways....... » 3.90 Kaissé-ou-Cp. dél..... P. 106.— Crédit Hellénique......coup.dét. » 14.50 Obligations des Chemins de fer » 28.50 Emprunt 1863.......... » 48.25 1865.......... » 49.— 1869.......... » 20.— 1872.......... » 16.50 1873.......... » 47.— — [242, 634, 460, 924]
notice-line: Prix d'estimation 50000. — [710, 1175, 839, 1188]
notice-line: If for LT. 40 to carry stone 13 lbs. 7. — [1159, 1916, 1334, 1927]
notice-line: Une maison en bois, bâtie sur 70 pics carrés et composée de 2 chambres, d'un sofa, d'un puits et d'un jardin de 60 pics. Elle est située à Tchaarchambé, quartier et rue Dervich-Ali. — [691, 506, 908, 575]
notice-line: N. de l'immeuble 11. — [261, 1524, 371, 1537]
notice-line: Prix d'estimation 20000. — [261, 1540, 391, 1553]
notice-line: Les 43 akthés et un pol sur 40 akthés d'une boutique en bois, bâtie sur 10 pics et louée pour 40 piastres par mois. Elle est située à Fatih, quartier Magnissali-Mehmed-Pacha, rue Londja. — [242, 1804, 460, 1872]
monnaies-table: Livre anglaise.......... P. 110.15 Pièce de 20 francs.......... » 87.32 Impérial russe.......... » 90.45 Ducat (Crémitz).......... » 51.20 Médjidié blanc (différence).... » 106.32 Beshlik.......... » 229.20 Métallique.......... » 244.— En papier monnaie.......... » 214.— Cuivre.......... » 560.— — [242, 971, 460, 1093]
notice-line: Prix d'estimation 3000. — [486, 2547, 609, 2560]
notice-line: » offert 500. — [486, 437, 551, 450]
notice-line: Prix d'estimation 1000. — [486, 421, 609, 434]
notice-line: » offert 3000. — [261, 1294, 333, 1307]
bekanntmachung-title: BEKANNTMACHUNG. — [939, 57, 1109, 74]
notice-line: N. des immeubles 1 et 155. — [486, 1936, 630, 1949]
notice-line: N. de l'immeuble 9. — [486, 1427, 588, 1440]
notice-line: » offert 3500. — [261, 1994, 333, 2007]
article-paragraph: Un soir qu'Akoulina, amenée dans leur maison, s'était montrée particulièrement bien disposée, les interrogeant sur la meilleure façon de faire son salut, ces dames l'assurèrent qu'elle était déjà sauvée, puisqu'elle avait la foi, et le présent d'ouvrir la Bible et d'y lire. Akoulina répondit qu'elle n'osait toucher à la Bible, à cause de son indignité, mais en trouva moyen de surmonter ce timide obstacle. — [14, 1274, 231, 1426]
notice-line: Prix d'estimation 4200. — [486, 2431, 609, 2444]
notice-line: Prix d'estimation 9000. — [486, 1239, 609, 1252]
notice-line: » offert 4000. — [486, 1458, 557, 1471]
notice-line: Prix d'estimation 6667. — [261, 1279, 384, 1292]
notice-line: Prix d'estimation 30000. — [486, 2315, 615, 2328]
notice-line: N. de l'immeuble 9. — [486, 1647, 588, 1660]
notice-line: » offert 400. — [710, 724, 776, 737]
notice-line: La moitié de deux maisons bâties sur 40 pics carrés et louées pour 460 piastres par mois. Elles sont situées à Coum-Capou, quartier Ibrahim-pacha, rue Théâtre. — [466, 1473, 684, 1541]
notice-line: Le 1/5 d'une boutique en pierre de Keukdji, avec une chambre au-dessus. Elle est bâtie sur 25 pics carrés, et louée pour 360 piastres par mois. Située à Mahmoud-Pacha. — [242, 2009, 460, 2077]
notice-line: Une maison bâtie sur 80 pics carrés et composée de 2 chambres, d'une écurie, d'un puits et d'un jardin de 2200 pics. Elle est située aux environs de Chehri-Emini, quartier Ergheli. — [466, 569, 684, 637]
annonces-title: ANNONCES. — [280, 1128, 421, 1152]
notice-line: » offert 1600. — [710, 608, 782, 621]
article-paragraph: devaient être calculés pour trois personnes, afin de pouvoir se convaincre qu'ils n'étaient pas dangereux pour la vie. — [14, 55, 231, 109]
notice-line: Prix d'estimation 4000. — [486, 99, 609, 112]
notice-line: No de l'immeuble 59. — [486, 2532, 598, 2545]
notice-line: Une maison en bois bâtie sur 120 pics, et composée de 4 chambres, un sofa, un puits et un jardin de 500 pics. Elle est située à Roumélie-Hissar, à pa-Emin sur le chemin conduisant à Tachli-Baïr. — [691, 828, 908, 896]
notice-line: La moitié d'un Yaboud Hané en pierre, avec un café au-dessous. Il est bâti sur 250 pics carrés et contient 6 chambres, 2 sofas et loué pour 520 p. par mois. Il est situé à Balat, quartier Cara-Bach. — [466, 2228, 684, 2297]
notice-line: N. de l'immeuble 59. — [710, 359, 819, 372]
notice-line: Prix d'estimation 3000. — [710, 592, 833, 605]
article-paragraph: Ces dames se mirent donc à visiter leur patiente et à conférer fréquemment et longuement avec elle. D'abord l'affaire ne marcha pas aussi bien qu'on l'avait espéré; la malade qu'on disait une personne intelligente, apprit que l'on venait de lui apporter la sagesse divine; elle les reçut très froidement, mais bientôt se laissa gagner par la persuasion. — [14, 980, 231, 1118]
notice-line: » offert 2000. — [710, 170, 782, 183]
notice-line: Quatre maisons en pierre, et en bois bâties sur 430 pics carrés et contenant 12 chambres, 4 sofas, un puits, loués pour 420 p. par mois et situées à Péra, quartier Kiatib-Moustapha-Tchélébi, rue Bachadji-Tchikmaz. — [466, 1022, 684, 1105]
article-paragraph: L'auteur ne tire pas si cet exemple suffit à guérir les habitants de leurs superstitions, mais il faut croire, par analogie, qu'il ne put exercer une influence durable sur ces esprits peu cultivés. Les faits de ce genre, quelque concluants qu'ils semblent aux yeux des penseurs, s'effacent bientôt devant les préjugés enracinés. — [14, 672, 231, 796]
notice-line: » offert 10100. — [486, 2213, 564, 2226]
article-paragraph: Alors mon grand-père rassembla tous les gens de la maison et des villages du village, se fit apporter la troisième potion de la boisson magique, scellée dans le coffre, et, après avoir fait un signe de croix, l'avala en leur présence. Aucun résultat ne s'ensuivit et trois jours plus tard le sorcier confessa publiquement qu'il ne possédait pas de pouvoir surnaturel et ne pouvait ni changer les hommes en bêtes, ni faire sortir de démons dans le corps humain, ni ensorceler les champs, et que toutes ses pratiques n'avaient eu d'autre but que d'inspirer de la terreur pour se faire plus grande gloire. — [14, 448, 231, 669]
notice-line: » offert 10000. — [710, 929, 789, 942]
notice-line: N° de l'immeuble 109. — [486, 2416, 604, 2429]
article-paragraph: Enfin, petit à petit la femme commença à s'humaniser et ses bienfaitrices étaient près de chanter victoire; elle assistait à leurs prières et écoutait parfois la lecture des Évangiles. Nos dames se doutaient plus du miracle qu'à accomplissait sous leurs yeux et leurs âmes dévotes s'exaltaient dans cette attente. La femme venait de son propre gré assister à leurs dévotions et la rigueur ne qu'ils se gardaient d'elle. — [14, 1120, 231, 1272]
